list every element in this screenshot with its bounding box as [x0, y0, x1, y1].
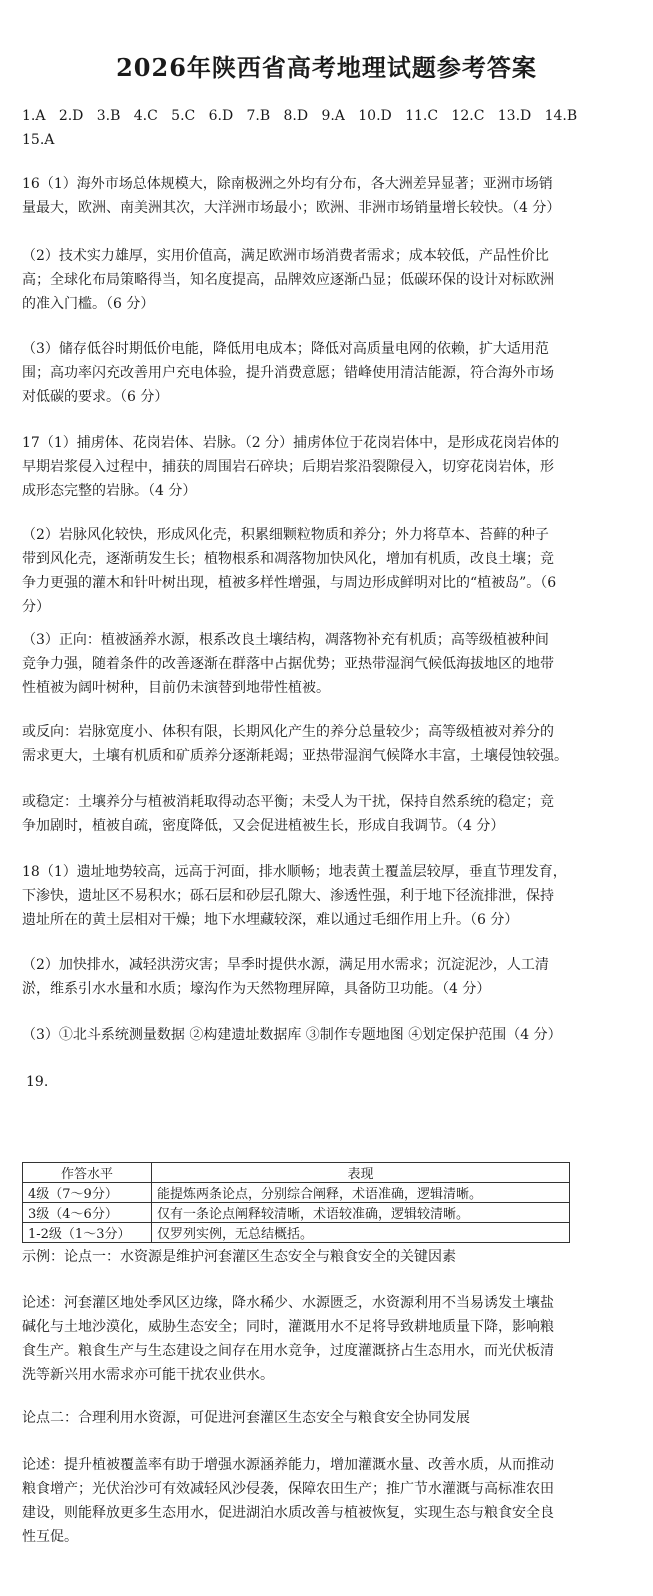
table-cell-level: 3级（4～6分）: [23, 1203, 152, 1223]
table-row: [23, 1183, 570, 1203]
q18-part1: [22, 860, 632, 932]
table-header-level: 作答水平: [23, 1163, 152, 1183]
text-line: （2）岩脉风化较快，形成风化壳，积累细颗粒物质和养分；外力将草本、苔藓的种子: [22, 527, 549, 543]
text-line: 16（1）海外市场总体规模大，除南极洲之外均有分布，各大洲差异显著；亚洲市场销: [22, 176, 553, 192]
table-cell-performance: 仅有一条论点阐释较清晰，术语较准确，逻辑较清晰。: [152, 1203, 570, 1223]
text-line: 或反向：岩脉宽度小、体积有限，长期风化产生的养分总量较少；高等级植被对养分的: [22, 724, 554, 740]
text-line: 性互促。: [22, 1529, 78, 1545]
q19-example-point1: [22, 1245, 632, 1269]
text-line: 15.A: [22, 132, 55, 148]
q18-part2: [22, 953, 632, 1001]
text-line: 需求更大，土壤有机质和矿质养分逐渐耗竭；亚热带湿润气候降水丰富，土壤侵蚀较强。: [22, 748, 568, 764]
q16-part2: [22, 244, 632, 316]
text-line: 的准入门槛。（6 分）: [22, 296, 155, 312]
text-line: 争加剧时，植被自疏，密度降低，又会促进植被生长，形成自我调节。（4 分）: [22, 818, 505, 834]
text-line: 遗址所在的黄土层相对干燥；地下水埋藏较深，难以通过毛细作用上升。（6 分）: [22, 912, 519, 928]
table-cell-performance: 仅罗列实例，无总结概括。: [152, 1223, 570, 1243]
text-line: 围；高功率闪充改善用户充电体验，提升消费意愿；错峰使用清洁能源，符合海外市场: [22, 365, 554, 381]
text-line: 淤，维系引水水量和水质；壕沟作为天然物理屏障，具备防卫功能。（4 分）: [22, 981, 491, 997]
text-line: 洗等新兴用水需求亦可能干扰农业供水。: [22, 1367, 274, 1383]
q16-part3: [22, 337, 632, 409]
text-line: 量最大，欧洲、南美洲其次，大洋洲市场最小；欧洲、非洲市场销量增长较快。（4 分）: [22, 200, 561, 216]
table-row: [23, 1203, 570, 1223]
text-line: （2）加快排水，减轻洪涝灾害；旱季时提供水源，满足用水需求；沉淀泥沙，人工清: [22, 957, 549, 973]
text-line: 粮食增产；光伏治沙可有效减轻风沙侵袭，保障农田生产；推广节水灌溉与高标准农田: [22, 1481, 554, 1497]
q17-part2: [22, 523, 632, 619]
text-line: 成形态完整的岩脉。（4 分）: [22, 483, 197, 499]
table-row: [23, 1223, 570, 1243]
text-line: （2）技术实力雄厚，实用价值高，满足欧洲市场消费者需求；成本较低，产品性价比: [22, 248, 549, 264]
table-header-performance: 表现: [152, 1163, 570, 1183]
text-line: 带到风化壳，逐渐萌发生长；植物根系和凋落物加快风化，增加有机质，改良土壤；竞: [22, 551, 554, 567]
text-line: 碱化与土地沙漠化，威胁生态安全；同时，灌溉用水不足将导致耕地质量下降，影响粮: [22, 1319, 554, 1335]
text-line: 论述：河套灌区地处季风区边缘，降水稀少、水源匮乏，水资源利用不当易诱发土壤盐: [22, 1295, 554, 1311]
text-line: 争力更强的灌木和针叶树出现，植被多样性增强，与周边形成鲜明对比的“植被岛”。（6: [22, 575, 557, 591]
text-line: 分）: [22, 599, 50, 615]
scoring-level-table: [22, 1162, 570, 1243]
text-line: 建设，则能释放更多生态用水，促进湖泊水质改善与植被恢复，实现生态与粮食安全良: [22, 1505, 554, 1521]
q17-part3-stable: [22, 790, 632, 838]
table-header-row: [23, 1163, 570, 1183]
text-line: 性植被为阔叶树种，目前仍未演替到地带性植被。: [22, 680, 330, 696]
text-line: 17（1）捕虏体、花岗岩体、岩脉。（2 分）捕虏体位于花岗岩体中，是形成花岗岩体的: [22, 435, 560, 451]
text-line: 下渗快，遗址区不易积水；砾石层和砂层孔隙大、渗透性强，利于地下径流排泄，保持: [22, 888, 554, 904]
q17-part1: [22, 431, 632, 503]
text-line: 18（1）遗址地势较高，远高于河面，排水顺畅；地表黄土覆盖层较厚，垂直节理发育，: [22, 864, 567, 880]
q19-label: 19.: [26, 1074, 49, 1090]
text-line: 示例：论点一：水资源是维护河套灌区生态安全与粮食安全的关键因素: [22, 1249, 456, 1265]
text-line: 论述：提升植被覆盖率有助于增强水源涵养能力，增加灌溉水量、改善水质，从而推动: [22, 1457, 554, 1473]
table-cell-level: 1-2级（1～3分）: [23, 1223, 152, 1243]
text-line: 食生产。粮食生产与生态建设之间存在用水竞争，过度灌溉挤占生态用水，而光伏板清: [22, 1343, 554, 1359]
text-line: （3）正向：植被涵养水源，根系改良土壤结构，凋落物补充有机质；高等级植被种间: [22, 632, 549, 648]
q18-part3: [22, 1023, 632, 1047]
text-line: 竞争力强，随着条件的改善逐渐在群落中占据优势；亚热带湿润气候低海拔地区的地带: [22, 656, 554, 672]
q17-part3-negative: [22, 720, 632, 768]
q16-part1: [22, 172, 632, 220]
text-line: 早期岩浆侵入过程中，捕获的周围岩石碎块；后期岩浆沿裂隙侵入，切穿花岗岩体，形: [22, 459, 554, 475]
page-title: 2026年陕西省高考地理试题参考答案: [116, 53, 537, 82]
text-line: 对低碳的要求。（6 分）: [22, 389, 169, 405]
text-line: （3）储存低谷时期低价电能，降低用电成本；降低对高质量电网的依赖，扩大适用范: [22, 341, 549, 357]
table-cell-performance: 能提炼两条论点，分别综合阐释，术语准确，逻辑清晰。: [152, 1183, 570, 1203]
multiple-choice-answers: [22, 104, 632, 152]
text-line: 1.A 2.D 3.B 4.C 5.C 6.D 7.B 8.D 9.A 10.D 11.C 12.C 13.D 14.B: [22, 108, 578, 124]
table-cell-level: 4级（7～9分）: [23, 1183, 152, 1203]
text-line: 高；全球化布局策略得当，知名度提高，品牌效应逐渐凸显；低碳环保的设计对标欧洲: [22, 272, 554, 288]
text-line: 论点二：合理利用水资源，可促进河套灌区生态安全与粮食安全协同发展: [22, 1410, 470, 1426]
q19-argument1: [22, 1291, 632, 1387]
q19-point2: [22, 1406, 632, 1430]
q19-argument2: [22, 1453, 632, 1549]
text-line: 或稳定：土壤养分与植被消耗取得动态平衡；未受人为干扰，保持自然系统的稳定；竞: [22, 794, 554, 810]
text-line: （3）①北斗系统测量数据 ②构建遗址数据库 ③制作专题地图 ④划定保护范围（4 分）: [22, 1027, 562, 1043]
q17-part3-positive: [22, 628, 632, 700]
